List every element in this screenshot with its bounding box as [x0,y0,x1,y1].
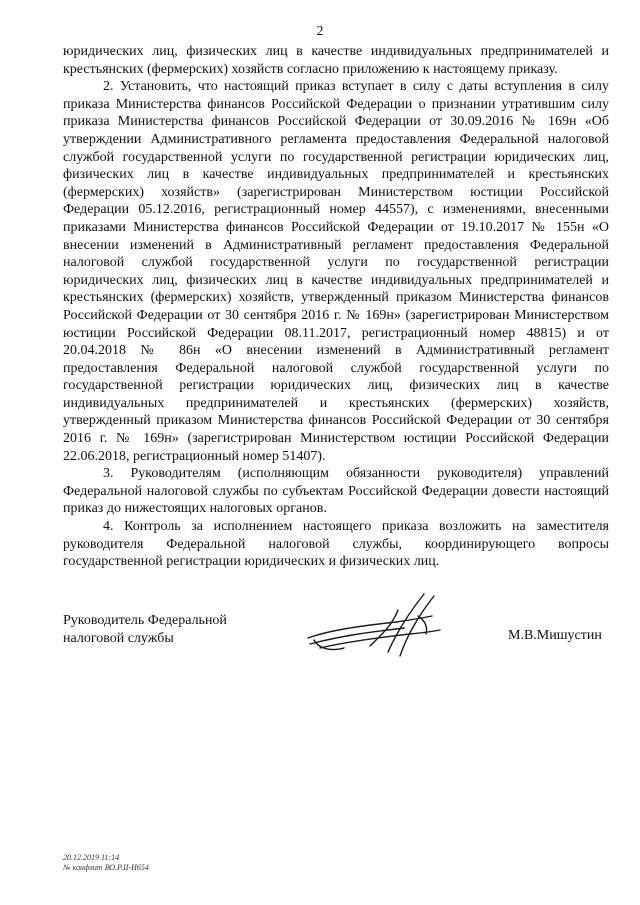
paragraph-4: 4. Контроль за исполнением настоящего приказа возложить на заместителя руководителя Федеральной налоговой службы, координирующего вопросы государственной регистрации юридических и физических лиц. [63,519,609,570]
document-body [63,43,609,571]
signatory-title [63,612,283,647]
footer-reference: № конфлит ВО.Р.ІІ-И654 [63,863,149,872]
document-footer [63,853,149,873]
footer-date: 20.12.2019 11:14 [63,853,120,862]
paragraph-continuation: юридических лиц, физических лиц в качестве индивидуальных предпринимателей и крестьянских (фермерских) хозяйств согласно приложению к настоящему приказу. [63,44,609,77]
paragraph-2: 2. Установить, что настоящий приказ вступает в силу с даты вступления в силу приказа Министерства финансов Российской Федерации о признании утратившим силу приказа Министерства финансов Российской Федерации от 30.09.2016 № 169н «Об утверждении Административного регламента предоставления Федеральной налоговой службой государственной услуги по государственной регистрации юридических лиц, физических лиц в качестве индивидуальных предпринимателей и крестьянских (фермерских) хозяйств» (зарегистрирован Министерством юстиции Российской Федерации 05.12.2016, регистрационный номер 44557), с изменениями, внесенными приказами Министерства финансов Российской Федерации от 19.10.2017 № 155н «О внесении изменений в Административный регламент предоставления Федеральной налоговой службой государственной услуги по государственной регистрации юридических лиц, физических лиц в качестве индивидуальных предпринимателей и крестьянских (фермерских) хозяйств, утвержденный приказом Министерства финансов Российской Федерации от 30 сентября 2016 г. № 169н» (зарегистрирован Министерством юстиции Российской Федерации 08.11.2017, регистрационный номер 48815) и от 20.04.2018 № 86н «О внесении изменений в Административный регламент предоставления Федеральной налоговой службой государственной услуги по государственной регистрации юридических лиц, физических лиц в качестве индивидуальных предпринимателей и крестьянских (фермерских) хозяйств, утвержденный приказом Министерства финансов Российской Федерации от 30 сентября 2016 г. № 169н» (зарегистрирован Министерством юстиции Российской Федерации 22.06.2018, регистрационный номер 51407). [63,79,609,464]
signatory-title-line-1: Руководитель Федеральной [63,613,227,628]
handwritten-signature [300,586,450,666]
page-number: 2 [316,24,324,39]
paragraph-3: 3. Руководителям (исполняющим обязанности руководителя) управлений Федеральной налоговой службы по субъектам Российской Федерации довести настоящий приказ до нижестоящих налоговых органов. [63,466,609,517]
signatory-name: М.В.Мишустин [508,628,602,643]
signatory-title-line-2: налоговой службы [63,630,174,646]
